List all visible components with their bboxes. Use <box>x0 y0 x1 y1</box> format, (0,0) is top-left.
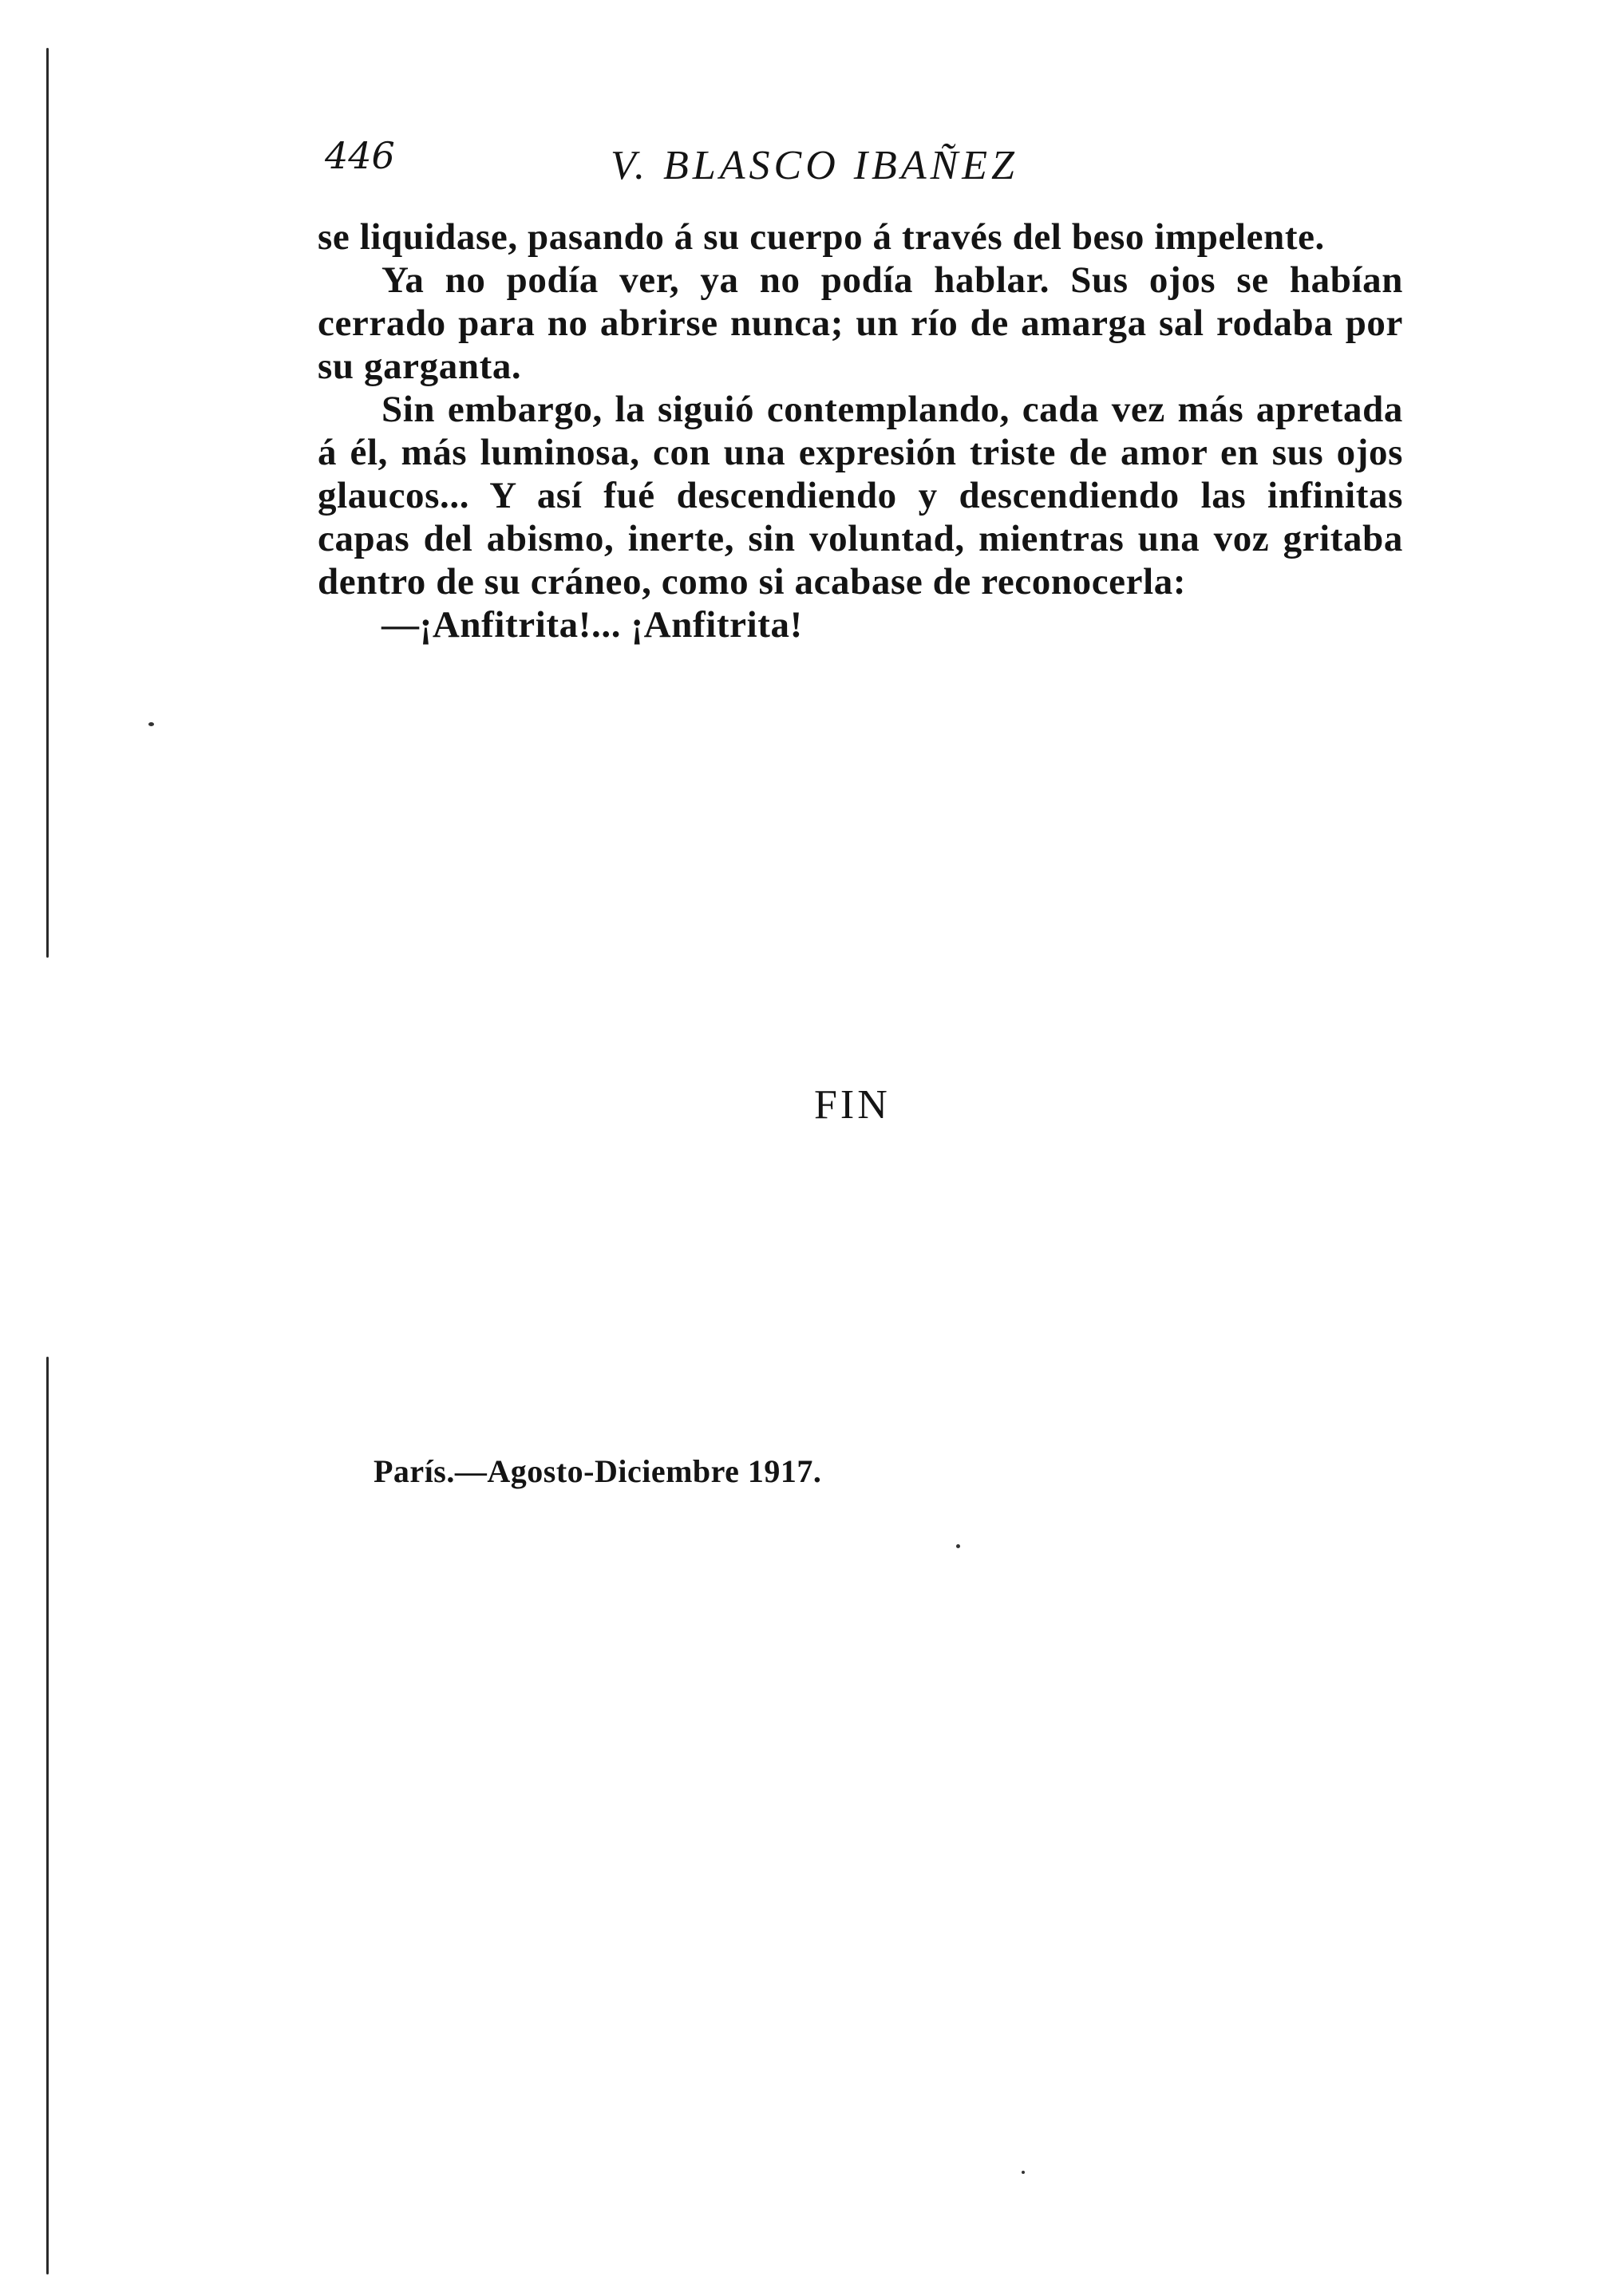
scan-speck <box>148 722 154 726</box>
paragraph: Ya no podía ver, ya no podía hablar. Sus ojos se habían cerrado para no abrirse nunca; un río de amarga sal rodaba por su garganta. <box>318 259 1403 387</box>
page-number: 446 <box>325 134 395 177</box>
page-header <box>315 134 1409 198</box>
dialogue-line: —¡Anfitrita!... ¡Anfitrita! <box>381 604 803 646</box>
scan-margin-line <box>46 1357 49 2274</box>
fin-heading: FIN <box>814 1082 891 1128</box>
place-date: París.—Agosto-Diciembre 1917. <box>374 1453 822 1489</box>
scan-speck <box>1022 2171 1025 2174</box>
scan-margin-line <box>46 48 49 958</box>
paragraph: se liquidase, pasando á su cuerpo á través del beso impelente. <box>318 216 1325 258</box>
running-head: V. BLASCO IBAÑEZ <box>611 143 1018 188</box>
paragraph: Sin embargo, la siguió contemplando, cada vez más apretada á él, más luminosa, con una expresión triste de amor en sus ojos glaucos... Y así fué descendiendo y descendiendo las infinitas capas del abismo, inerte, sin voluntad, mientras una voz gritaba dentro de su cráneo, como si acabase de reconocerla: <box>318 389 1403 603</box>
body-text <box>318 215 1403 646</box>
scan-speck <box>956 1544 960 1548</box>
